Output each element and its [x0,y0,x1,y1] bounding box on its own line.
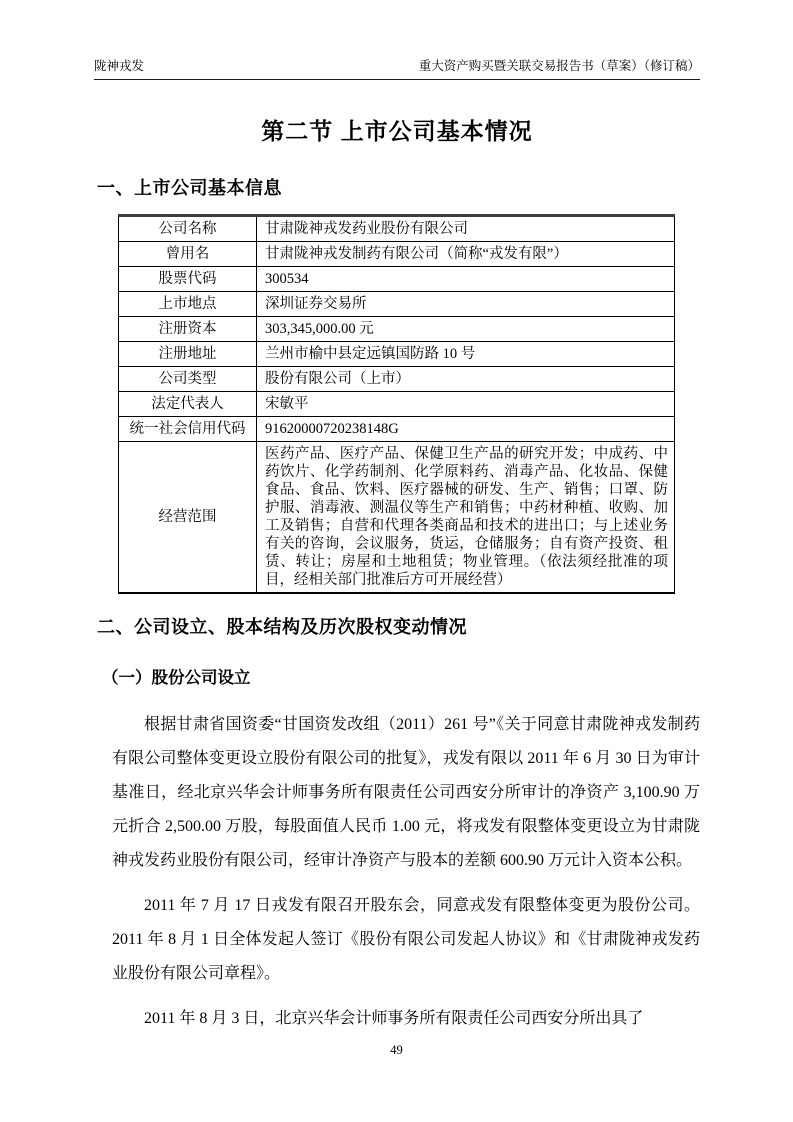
page-header [94,58,700,80]
row-value: 股份有限公司（上市） [257,367,675,392]
subsection-1-heading: （一）股份公司设立 [102,669,251,687]
chapter-title: 第二节 上市公司基本情况 [261,118,533,144]
row-value: 甘肃陇神戎发制药有限公司（简称“戎发有限”） [257,242,675,267]
table-row-former-name [119,242,675,267]
section-2-heading: 二、公司设立、股本结构及历次股权变动情况 [97,617,467,637]
row-label: 注册资本 [119,317,257,342]
row-value: 303,345,000.00 元 [257,317,675,342]
row-label: 曾用名 [119,242,257,267]
table-row-company-name [119,216,675,242]
row-label: 公司名称 [119,216,257,242]
header-right-title: 重大资产购买暨关联交易报告书（草案）（修订稿） [418,59,700,73]
table-row-business-scope [119,442,675,594]
paragraph-establishment-approval: 根据甘肃省国资委“甘国资发改组（2011）261 号”《关于同意甘肃陇神戎发制药有限公司整体变更设立股份有限公司的批复》，戎发有限以 2011 年 6 月 30 日为审计基准日，经北京兴华会计师事务所有限责任公司西安分所审计的净资产 3,100.90 万元折合 2,500.00 万股，每股面值人民币 1.00 元，将戎发有限整体变更设立为甘肃陇神戎发药业股份有限公司，经审计净资产与股本的差额 600.90 万元计入资本公积。 [112,716,700,869]
row-value: 兰州市榆中县定远镇国防路 10 号 [257,342,675,367]
table-row-stock-code [119,267,675,292]
table-row-registered-address [119,342,675,367]
row-label: 注册地址 [119,342,257,367]
row-value: 医药产品、医疗产品、保健卫生产品的研究开发；中成药、中药饮片、化学药制剂、化学原料药、消毒产品、化妆品、保健食品、食品、饮料、医疗器械的研发、生产、销售；口罩、防护服、消毒液、测温仪等生产和销售；中药材种植、收购、加工及销售；自营和代理各类商品和技术的进出口；与上述业务有关的咨询，会议服务，货运，仓储服务；自有资产投资、租赁、转让；房屋和土地租赁；物业管理。（依法须经批准的项目，经相关部门批准后方可开展经营） [257,442,675,594]
paragraph-audit-report: 2011 年 8 月 3 日，北京兴华会计师事务所有限责任公司西安分所出具了 [144,1010,644,1027]
row-label: 经营范围 [119,442,257,594]
row-label: 公司类型 [119,367,257,392]
table-row-registered-capital [119,317,675,342]
row-label: 上市地点 [119,292,257,317]
table-row-listing-venue [119,292,675,317]
row-value: 300534 [257,267,675,292]
section-1-heading: 一、上市公司基本信息 [97,178,282,198]
table-row-company-type [119,367,675,392]
row-label: 统一社会信用代码 [119,417,257,442]
table-row-credit-code [119,417,675,442]
page-number: 49 [390,1043,403,1057]
row-value: 深圳证券交易所 [257,292,675,317]
row-value: 甘肃陇神戎发药业股份有限公司 [257,216,675,242]
paragraph-shareholder-meeting: 2011 年 7 月 17 日戎发有限召开股东会，同意戎发有限整体变更为股份公司。2011 年 8 月 1 日全体发起人签订《股份有限公司发起人协议》和《甘肃陇神戎发药业股份有限公司章程》。 [112,897,700,982]
row-label: 法定代表人 [119,392,257,417]
table-row-legal-representative [119,392,675,417]
row-value: 宋敏平 [257,392,675,417]
company-info-table [118,214,675,594]
row-value: 91620000720238148G [257,417,675,442]
header-left-title: 陇神戎发 [94,59,145,73]
row-label: 股票代码 [119,267,257,292]
